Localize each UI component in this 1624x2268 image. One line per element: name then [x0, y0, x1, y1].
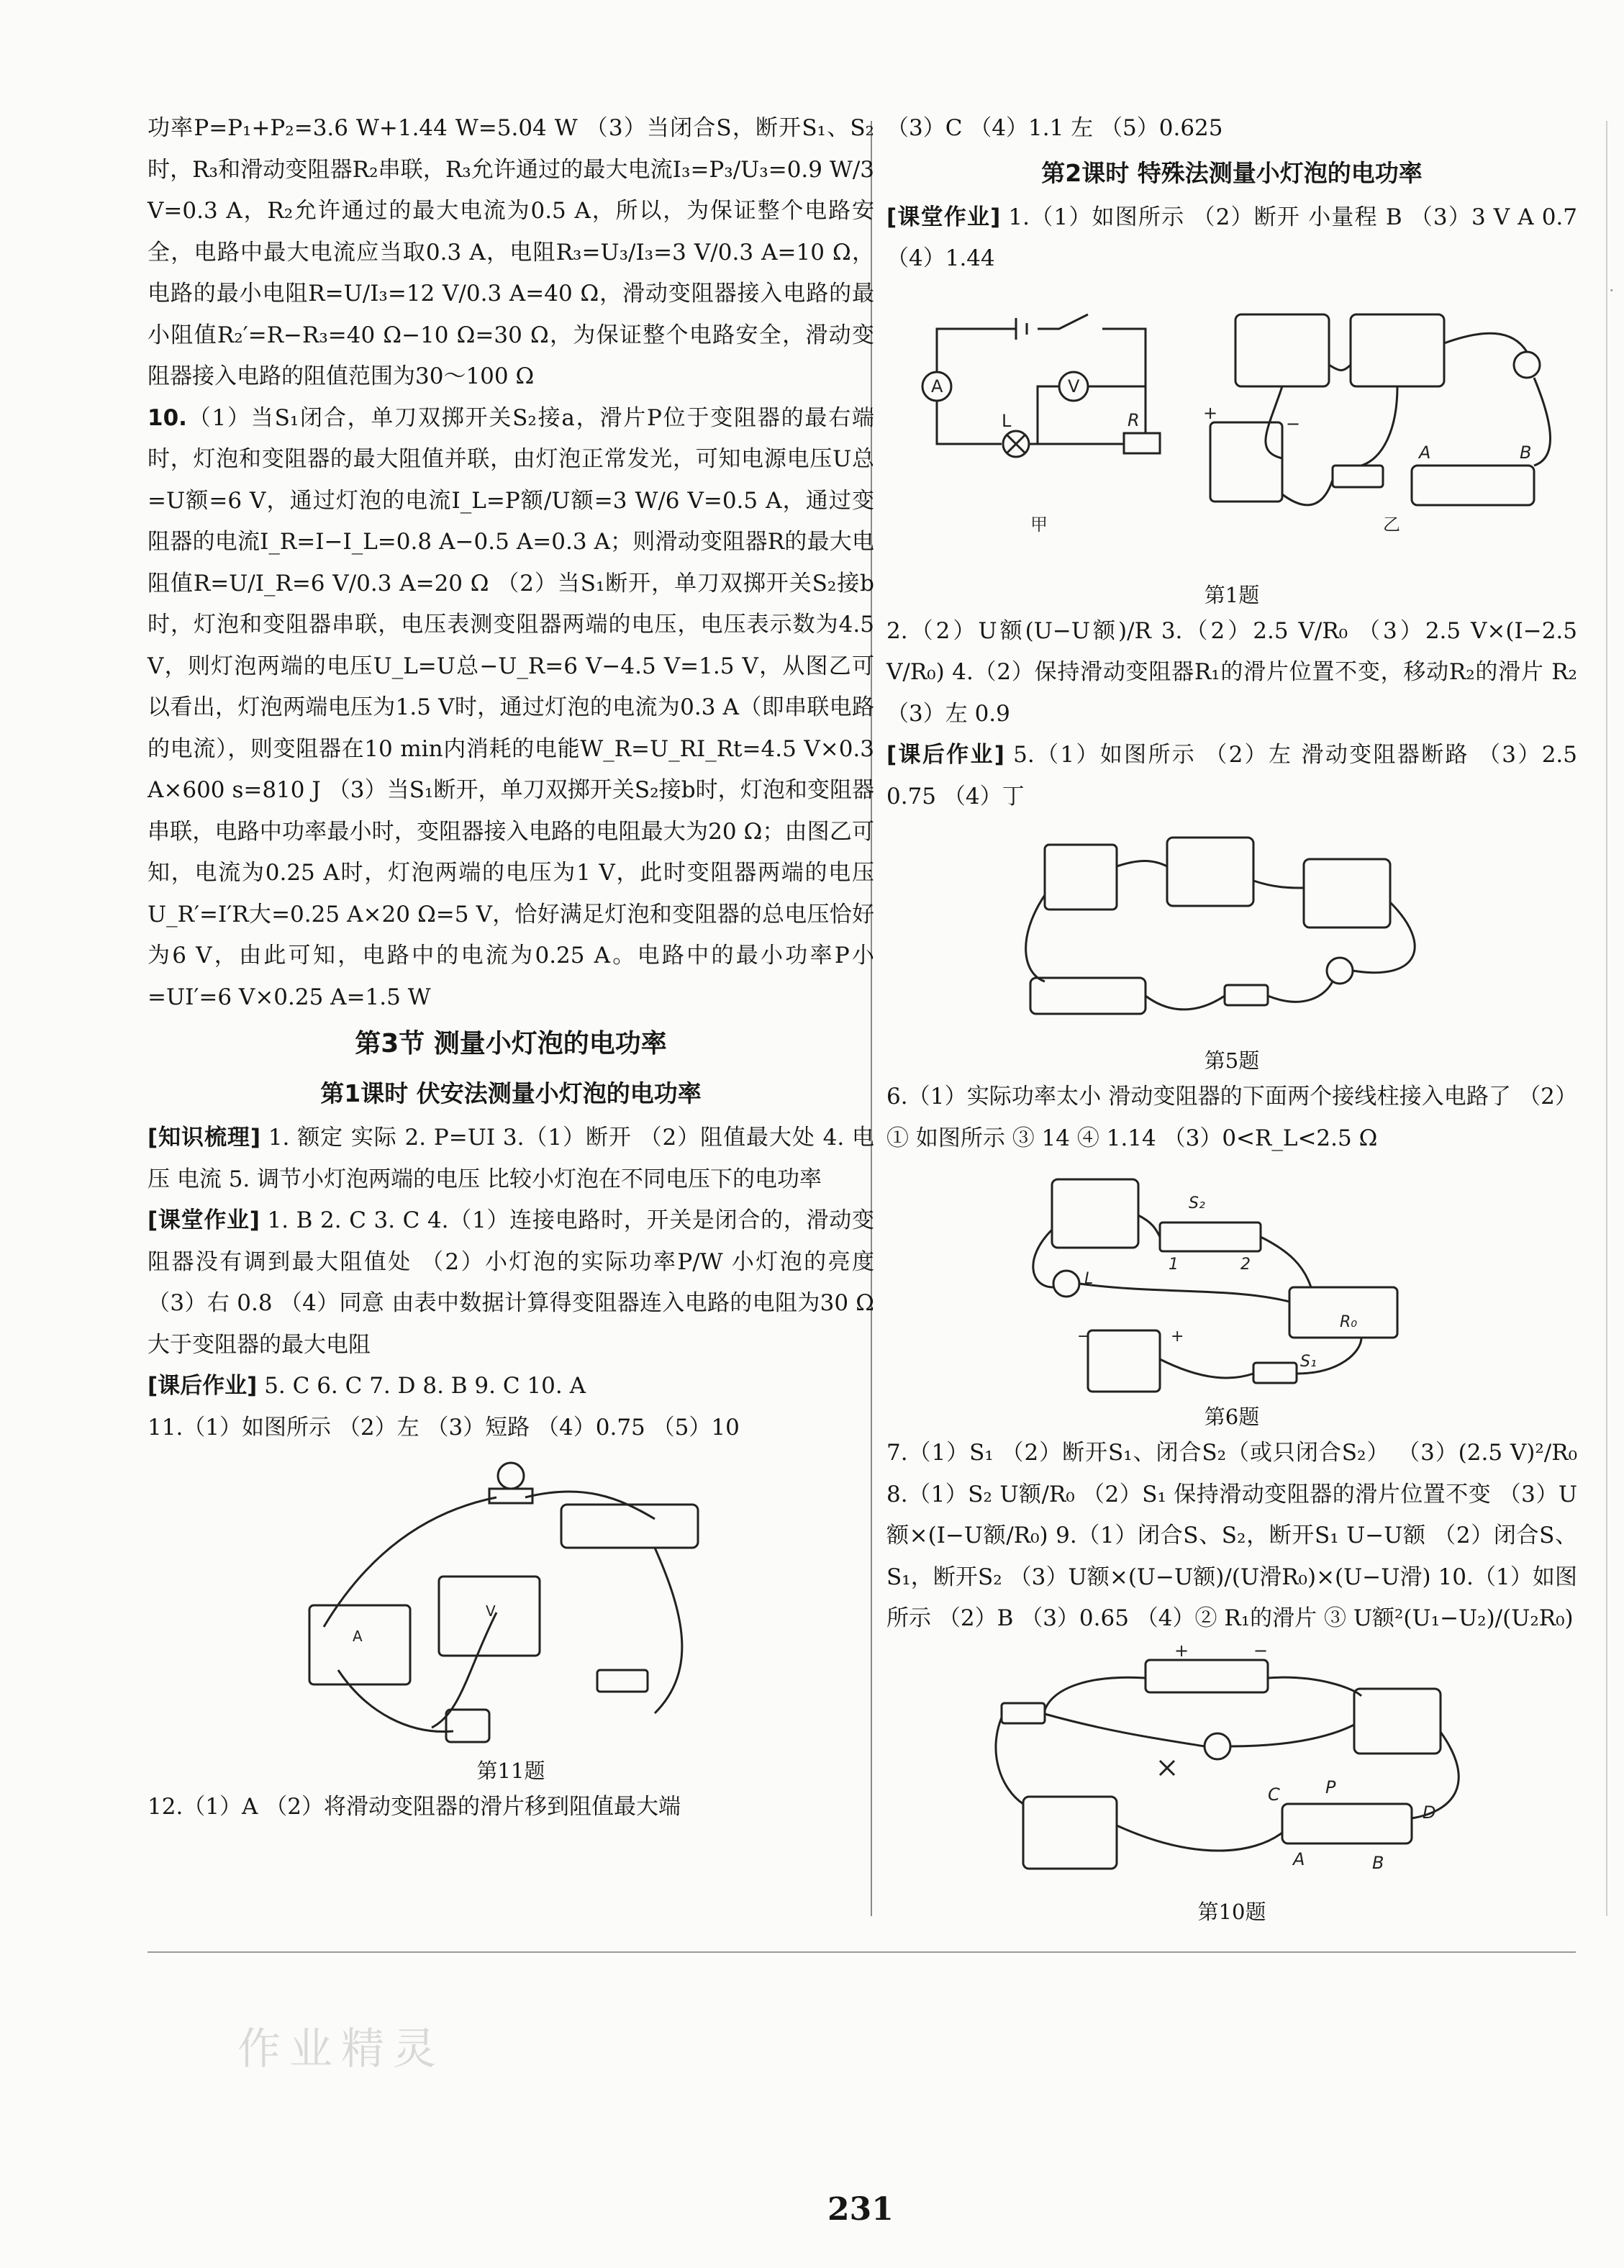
- classwork-2: [886, 197, 1577, 280]
- answer-paragraph-9: 功率P=P₁+P₂=3.6 W+1.44 W=5.04 W （3）当闭合S，断开S₁、S₂时，R₃和滑动变阻器R₂串联，R₃允许通过的最大电流I₃=P₃/U₃=0.9 W/3 V=0.3 A，R₂允许通过的最大电流为0.5 A，所以，为保证整个电路安全，电路中最大电流应当取0.3 A，电阻R₃=U₃/I₃=3 V/0.3 A=10 Ω，电路的最小电阻R=U/I₃=12 V/0.3 A=40 Ω，滑动变阻器接入电路的最小阻值R₂′=R−R₃=40 Ω−10 Ω=30 Ω，为保证整个电路安全，滑动变阻器接入电路的阻值范围为30～100 Ω: [148, 115, 874, 389]
- figure-11-caption: 第11题: [476, 1759, 545, 1783]
- battery-plus: +: [1203, 402, 1218, 423]
- battery-minus-6: −: [1077, 1328, 1091, 1346]
- homework-2: [886, 735, 1577, 817]
- schematic-lamp-label: L: [1002, 410, 1012, 431]
- page-edge-line: [1606, 121, 1607, 1916]
- answer-6: 6.（1）实际功率太小 滑动变阻器的下面两个接线柱接入电路了 （2）① 如图所示 ③ 14 ④ 1.14 （3）0<R_L<2.5 Ω: [886, 1084, 1577, 1151]
- figure-1-circuits: [894, 286, 1570, 573]
- knowledge-text: 1. 额定 实际 2. P=UI 3.（1）断开 （2）阻值最大处 4. 电压 电流 5. 调节小灯泡两端的电压 比较小灯泡在不同电压下的电功率: [148, 1125, 874, 1192]
- watermark: 作业精灵: [237, 2024, 445, 2074]
- figure-5-circuit: [1016, 823, 1448, 1039]
- page-edge-mark: ·: [1609, 281, 1615, 301]
- right-column: [886, 108, 1577, 1928]
- knowledge-label: [知识梳理]: [148, 1125, 261, 1151]
- schematic-voltmeter: V: [1068, 376, 1080, 396]
- answer-10: [148, 398, 874, 1019]
- switch-pos-1-label: 1: [1169, 1256, 1179, 1274]
- lesson2-title: 第2课时 特殊法测量小灯泡的电功率: [1041, 158, 1423, 187]
- ammeter-label: A: [353, 1628, 363, 1645]
- homework-text: 5. C 6. C 7. D 8. B 9. C 10. A: [257, 1373, 586, 1399]
- source-plus-10: +: [1174, 1645, 1189, 1661]
- terminal-a-label: A: [1419, 442, 1431, 463]
- switch-s2-label: S₂: [1189, 1194, 1205, 1212]
- classwork-2-text: 1.（1）如图所示 （2）断开 小量程 B （3）3 V A 0.7 （4）1.44: [886, 204, 1577, 271]
- homework-label: [课后作业]: [148, 1373, 258, 1399]
- terminal-a-10-label: A: [1293, 1849, 1305, 1869]
- section-title: 第3节 测量小灯泡的电功率: [355, 1029, 667, 1058]
- answers-2-4: 2.（2）U额(U−U额)/R 3.（2）2.5 V/R₀ （3）2.5 V×(I−2.5 V/R₀) 4.（2）保持滑动变阻器R₁的滑片位置不变，移动R₂的滑片 R₂ （3）左 0.9: [886, 617, 1577, 727]
- answer-12: 12.（1）A （2）将滑动变阻器的滑片移到阻值最大端: [148, 1794, 681, 1820]
- knowledge-summary: [148, 1117, 874, 1200]
- resistor-r0-label: R₀: [1340, 1313, 1358, 1331]
- terminal-b-label: B: [1520, 442, 1532, 463]
- classwork-label: [课堂作业]: [148, 1207, 260, 1233]
- switch-pos-2-label: 2: [1240, 1256, 1251, 1274]
- figure-1-yi-label: 乙: [1383, 514, 1400, 535]
- slider-p-label: P: [1325, 1777, 1336, 1797]
- question-number: 10.: [148, 404, 187, 431]
- lesson1-title: 第1课时 伏安法测量小灯泡的电功率: [320, 1079, 702, 1107]
- classwork-2-label: [课堂作业]: [886, 204, 1001, 230]
- battery-minus: −: [1286, 413, 1301, 434]
- scan-fold-line: [148, 1951, 1576, 1953]
- answers-7-10: 7.（1）S₁ （2）断开S₁、闭合S₂（或只闭合S₂） （3）(2.5 V)²/R₀ 8.（1）S₂ U额/R₀ （2）S₁ 保持滑动变阻器的滑片位置不变 （3）U额×(I−U额/R₀) 9.（1）闭合S、S₂，断开S₁ U−U额 （2）闭合S、S₁，断开S₂ （3）U额×(U−U额)/(U滑R₀)×(U−U滑) 10.（1）如图所示 （2）B （3）0.65 （4）② R₁的滑片 ③ U额²(U₁−U₂)/(U₂R₀): [886, 1440, 1577, 1631]
- figure-6-circuit: [1016, 1165, 1448, 1395]
- homework-2-label: [课后作业]: [886, 742, 1004, 768]
- battery-plus-6: +: [1171, 1328, 1184, 1346]
- terminal-b-10-label: B: [1372, 1852, 1384, 1873]
- figure-1-caption: 第1题: [1204, 582, 1260, 607]
- terminal-c-label: C: [1268, 1784, 1280, 1805]
- classwork: [148, 1200, 874, 1366]
- terminal-d-label: D: [1423, 1802, 1436, 1823]
- lamp-l-label: L: [1084, 1270, 1094, 1288]
- classwork-text: 1. B 2. C 3. C 4.（1）连接电路时，开关是闭合的，滑动变阻器没有调到最大阻值处 （2）小灯泡的实际功率P/W 小灯泡的亮度 （3）右 0.8 （4）同意 由表中数据计算得变阻器连入电路的电阻为30 Ω大于变阻器的最大电阻: [148, 1207, 874, 1358]
- schematic-ammeter: A: [931, 376, 943, 396]
- schematic-rheostat-label: R: [1128, 409, 1140, 430]
- answer-11: 11.（1）如图所示 （2）左 （3）短路 （4）0.75 （5）10: [148, 1414, 740, 1441]
- figure-5-caption: 第5题: [1204, 1048, 1260, 1073]
- page-number: 231: [827, 2191, 894, 2228]
- answer-10-text: （1）当S₁闭合，单刀双掷开关S₂接a，滑片P位于变阻器的最右端时，灯泡和变阻器的最大阻值并联，由灯泡正常发光，可知电源电压U总=U额=6 V，通过灯泡的电流I_L=P额/U额=3 W/6 V=0.5 A，通过变阻器的电流I_R=I−I_L=0.8 A−0.5 A=0.3 A；则滑动变阻器R的最大电阻值R=U/I_R=6 V/0.3 A=20 Ω （2）当S₁断开，单刀双掷开关S₂接b时，灯泡和变阻器串联，电压表测变阻器两端的电压，电压表示数为4.5 V，则灯泡两端的电压U_L=U总−U_R=6 V−4.5 V=1.5 V，从图乙可以看出，灯泡两端电压为1.5 V时，通过灯泡的电流为0.3 A（即串联电路的电流），则变阻器在10 min内消耗的电能W_R=U_RI_Rt=4.5 V×0.3 A×600 s=810 J （3）当S₁断开，单刀双掷开关S₂接b时，灯泡和变阻器串联，电路中功率最小时，变阻器接入电路的电阻最大为20 Ω；由图乙可知，电流为0.25 A时，灯泡两端的电压为1 V，此时变阻器两端的电压U_R′=I′R大=0.25 A×20 Ω=5 V，恰好满足灯泡和变阻器的总电压恰好为6 V，由此可知，电路中的电流为0.25 A。电路中的最小功率P小=UI′=6 V×0.25 A=1.5 W: [148, 404, 874, 1010]
- homework-2-text: 5.（1）如图所示 （2）左 滑动变阻器断路 （3）2.5 0.75 （4）丁: [886, 742, 1577, 809]
- source-minus-10: −: [1253, 1645, 1269, 1661]
- answer-12-cont: （3）C （4）1.1 左 （5）0.625: [886, 115, 1223, 141]
- homework: [148, 1366, 874, 1407]
- figure-1-jia-label: 甲: [1030, 514, 1048, 535]
- voltmeter-label: V: [486, 1602, 496, 1620]
- switch-s1-label: S₁: [1300, 1353, 1317, 1371]
- figure-10-caption: 第10题: [1197, 1899, 1266, 1924]
- figure-10-circuit: [980, 1646, 1484, 1890]
- figure-11-circuit: [281, 1454, 741, 1749]
- left-column: [148, 108, 874, 1828]
- figure-6-caption: 第6题: [1204, 1405, 1260, 1429]
